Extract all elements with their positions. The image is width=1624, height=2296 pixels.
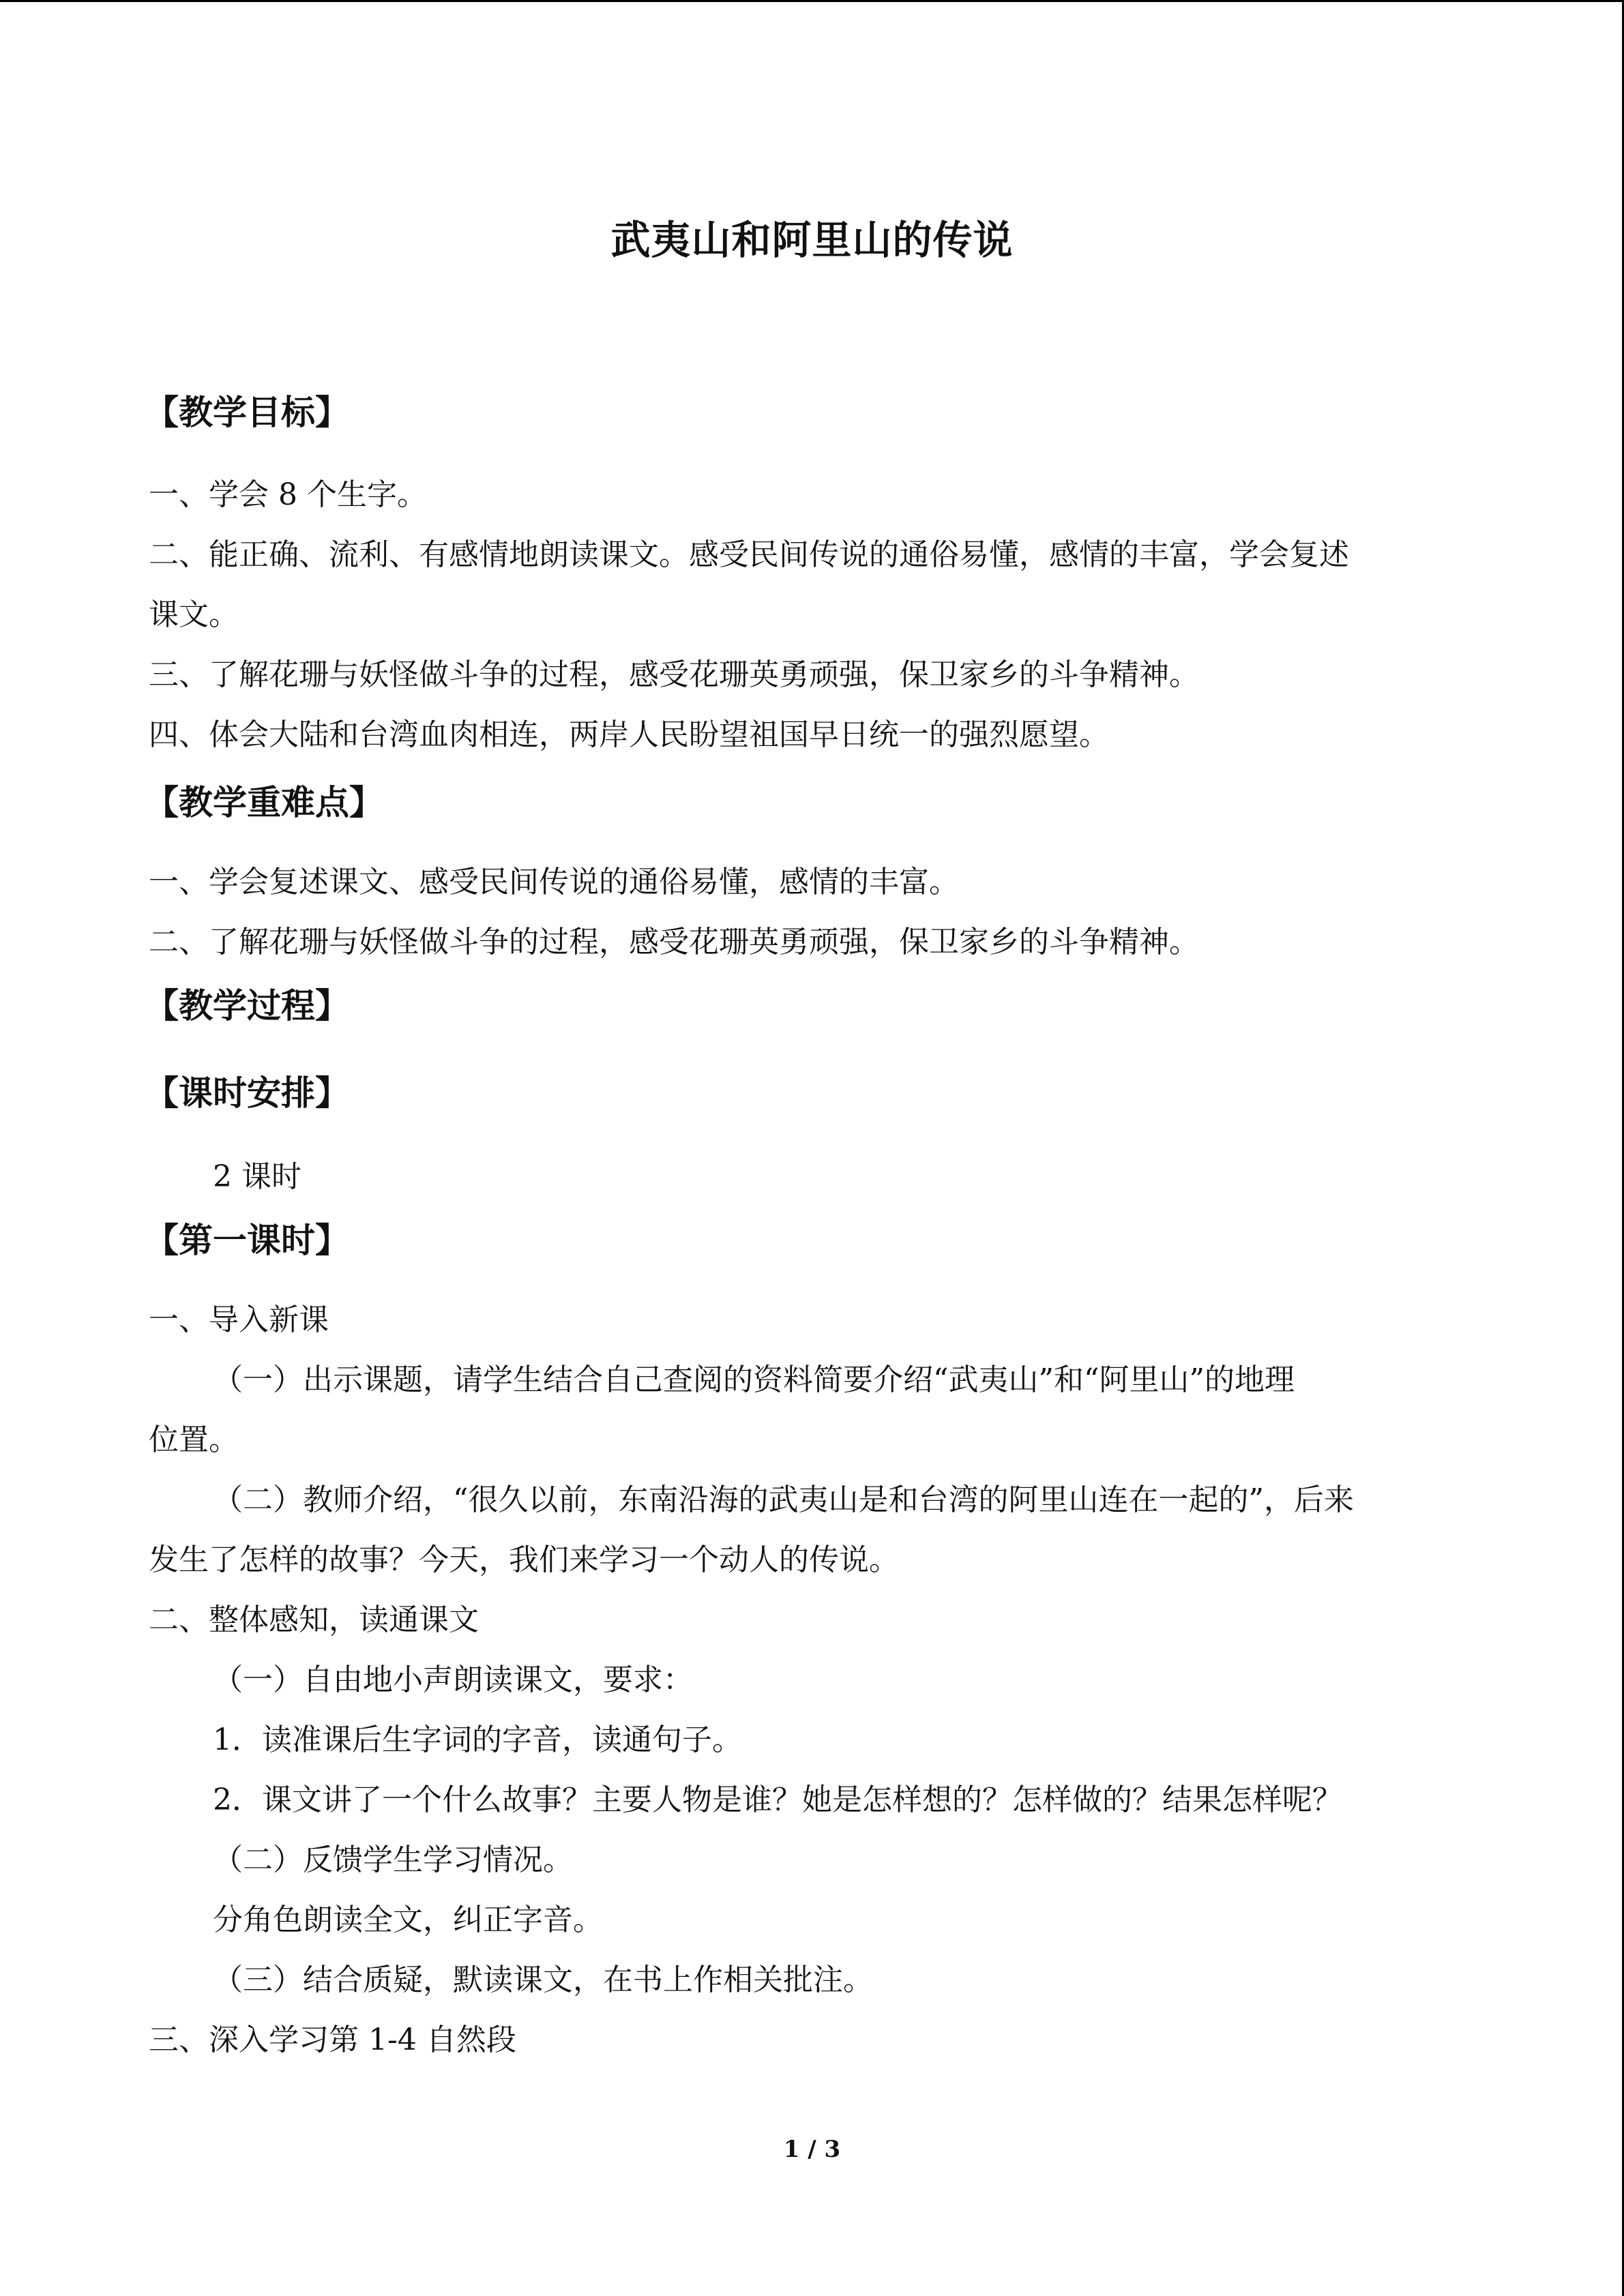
- lesson-line-8: （二）反馈学生学习情况。: [213, 1843, 573, 1877]
- page-number: 1 / 3: [783, 2136, 841, 2163]
- lesson-line-2: （一）出示课题，请学生结合自己查阅的资料简要介绍“武夷山”和“阿里山”的地理: [213, 1362, 1295, 1397]
- objective-line-2: 二、能正确、流利、有感情地朗读课文。感受民间传说的通俗易懂，感情的丰富，学会复述: [149, 537, 1349, 572]
- lesson-line-4: 二、整体感知，读通课文: [149, 1602, 479, 1637]
- key-point-line-1: 一、学会复述课文、感受民间传说的通俗易懂，感情的丰富。: [149, 865, 959, 899]
- lesson-line-1: 一、导入新课: [149, 1302, 329, 1337]
- lesson-line-2-cont: 位置。: [149, 1422, 239, 1457]
- objective-line-2-cont: 课文。: [149, 597, 239, 632]
- objective-line-1: 一、学会 8 个生字。: [149, 477, 427, 512]
- objective-line-4: 四、体会大陆和台湾血肉相连，两岸人民盼望祖国早日统一的强烈愿望。: [149, 717, 1109, 752]
- heading-objectives: 【教学目标】: [145, 393, 349, 432]
- lesson-line-3-cont: 发生了怎样的故事？今天，我们来学习一个动人的传说。: [149, 1542, 899, 1577]
- schedule-line-1: 2 课时: [213, 1159, 301, 1194]
- lesson-line-6: 1．读准课后生字词的字音，读通句子。: [213, 1723, 742, 1757]
- document-title: 武夷山和阿里山的传说: [610, 217, 1014, 263]
- lesson-line-3: （二）教师介绍，“很久以前，东南沿海的武夷山是和台湾的阿里山连在一起的”，后来: [213, 1482, 1354, 1517]
- lesson-line-11: 三、深入学习第 1-4 自然段: [149, 2023, 516, 2057]
- lesson-line-5: （一）自由地小声朗读课文，要求：: [213, 1663, 693, 1697]
- lesson-line-9: 分角色朗读全文，纠正字音。: [213, 1903, 603, 1937]
- heading-schedule: 【课时安排】: [145, 1073, 349, 1113]
- lesson-line-10: （三）结合质疑，默读课文，在书上作相关批注。: [213, 1963, 873, 1997]
- heading-key-points: 【教学重难点】: [145, 783, 383, 822]
- heading-process: 【教学过程】: [145, 986, 349, 1026]
- objective-line-3: 三、了解花珊与妖怪做斗争的过程，感受花珊英勇顽强，保卫家乡的斗争精神。: [149, 657, 1199, 692]
- key-point-line-2: 二、了解花珊与妖怪做斗争的过程，感受花珊英勇顽强，保卫家乡的斗争精神。: [149, 925, 1199, 959]
- heading-first-lesson: 【第一课时】: [145, 1221, 349, 1260]
- lesson-line-7: 2．课文讲了一个什么故事？主要人物是谁？她是怎样想的？怎样做的？结果怎样呢？: [213, 1783, 1342, 1817]
